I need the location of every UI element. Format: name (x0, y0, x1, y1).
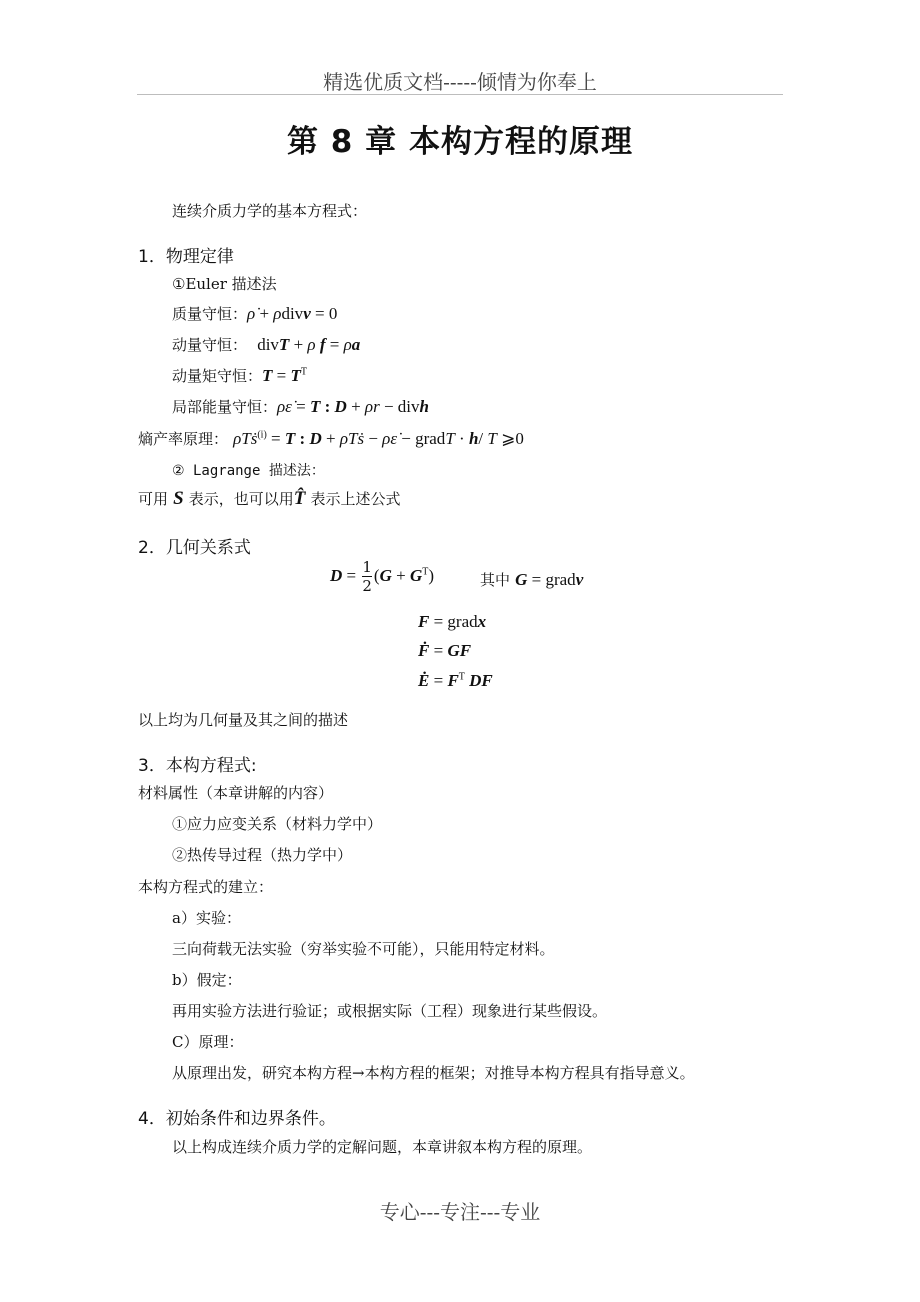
principle-text: 从原理出发，研究本构方程→本构方程的框架；对推导本构方程具有指导意义。 (172, 1064, 695, 1082)
experiment-label: a）实验： (172, 909, 241, 927)
note-suffix: 表示上述公式 (310, 490, 401, 508)
section-4-text: 以上构成连续介质力学的定解问题，本章讲叙本构方程的原理。 (172, 1138, 593, 1156)
section-1-heading: 1．物理定律 (138, 247, 234, 267)
angular-momentum-label: 动量矩守恒： (172, 367, 263, 385)
momentum-equation: divT + ρ f = ρa (257, 335, 361, 354)
note-prefix: 可用 (138, 490, 169, 508)
energy-conservation-row (172, 396, 429, 417)
euler-label: ①Euler 描述法 (172, 275, 277, 293)
note-mid: 表示，也可以用 (188, 490, 294, 508)
assumption-text: 再用实验方法进行验证；或根据实际（工程）现象进行某些假设。 (172, 1002, 608, 1020)
angular-momentum-row (172, 365, 307, 386)
energy-equation: ρε̇ = T : D + ρr − divh (277, 397, 429, 416)
heat-conduction-item: ②热传导过程（热力学中） (172, 846, 353, 864)
experiment-text: 三向荷载无法实验（穷举实验不可能），只能用特定材料。 (172, 940, 555, 958)
entropy-equation: ρTṡ$^{(i)}$ = T : D + ρTṡ − ρε̇ − gradT · h/ T ⩾0 (233, 429, 524, 448)
entropy-label: 熵产率原理： (138, 430, 229, 448)
page-header: 精选优质文档-----倾情为你奉上 (323, 70, 597, 94)
symbol-S: S (173, 488, 184, 509)
section-3-heading: 3．本构方程式: (138, 756, 257, 776)
angular-momentum-equation: $T = T^T$ (262, 366, 307, 385)
stress-strain-item: ①应力应变关系（材料力学中） (172, 815, 383, 833)
mass-conservation-row (172, 303, 337, 324)
velocity-gradient-definition: 其中 G = gradv (480, 570, 584, 589)
momentum-label: 动量守恒： (172, 336, 248, 354)
mass-equation: ρ̇ + ρdivv = 0 (247, 304, 338, 323)
deformation-gradient-rate-equation: Ḟ = GF (418, 641, 472, 660)
establish-label: 本构方程式的建立： (138, 878, 274, 896)
section-4-heading: 4．初始条件和边界条件。 (138, 1109, 336, 1129)
where-label: 其中 (480, 571, 511, 589)
principle-label: C）原理： (172, 1033, 244, 1051)
notation-note-row (138, 488, 401, 510)
momentum-conservation-row (172, 334, 360, 355)
page-footer: 专心---专注---专业 (379, 1200, 541, 1224)
intro-text: 连续介质力学的基本方程式： (172, 202, 368, 220)
header-rule (137, 94, 783, 95)
assumption-label: b）假定： (172, 971, 242, 989)
deformation-gradient-equation: F = gradx (418, 612, 487, 631)
lagrange-label: ② Lagrange 描述法： (172, 463, 325, 479)
rate-of-deformation-equation: D = $\frac{1}{2}$ $(G + G^T)$ (330, 558, 435, 595)
symbol-T-hat: T̂ (293, 488, 306, 509)
chapter-title: 第 8 章 本构方程的原理 (287, 124, 633, 160)
energy-label: 局部能量守恒： (172, 398, 278, 416)
strain-rate-equation: Ė = $F^T$ DF (418, 671, 493, 690)
geometry-summary: 以上均为几何量及其之间的描述 (138, 711, 349, 729)
section-2-heading: 2．几何关系式 (138, 538, 251, 558)
entropy-row (138, 428, 524, 449)
material-property: 材料属性（本章讲解的内容） (138, 784, 334, 802)
mass-label: 质量守恒： (172, 305, 248, 323)
half-fraction: $\frac{1}{2}$ (362, 558, 372, 595)
